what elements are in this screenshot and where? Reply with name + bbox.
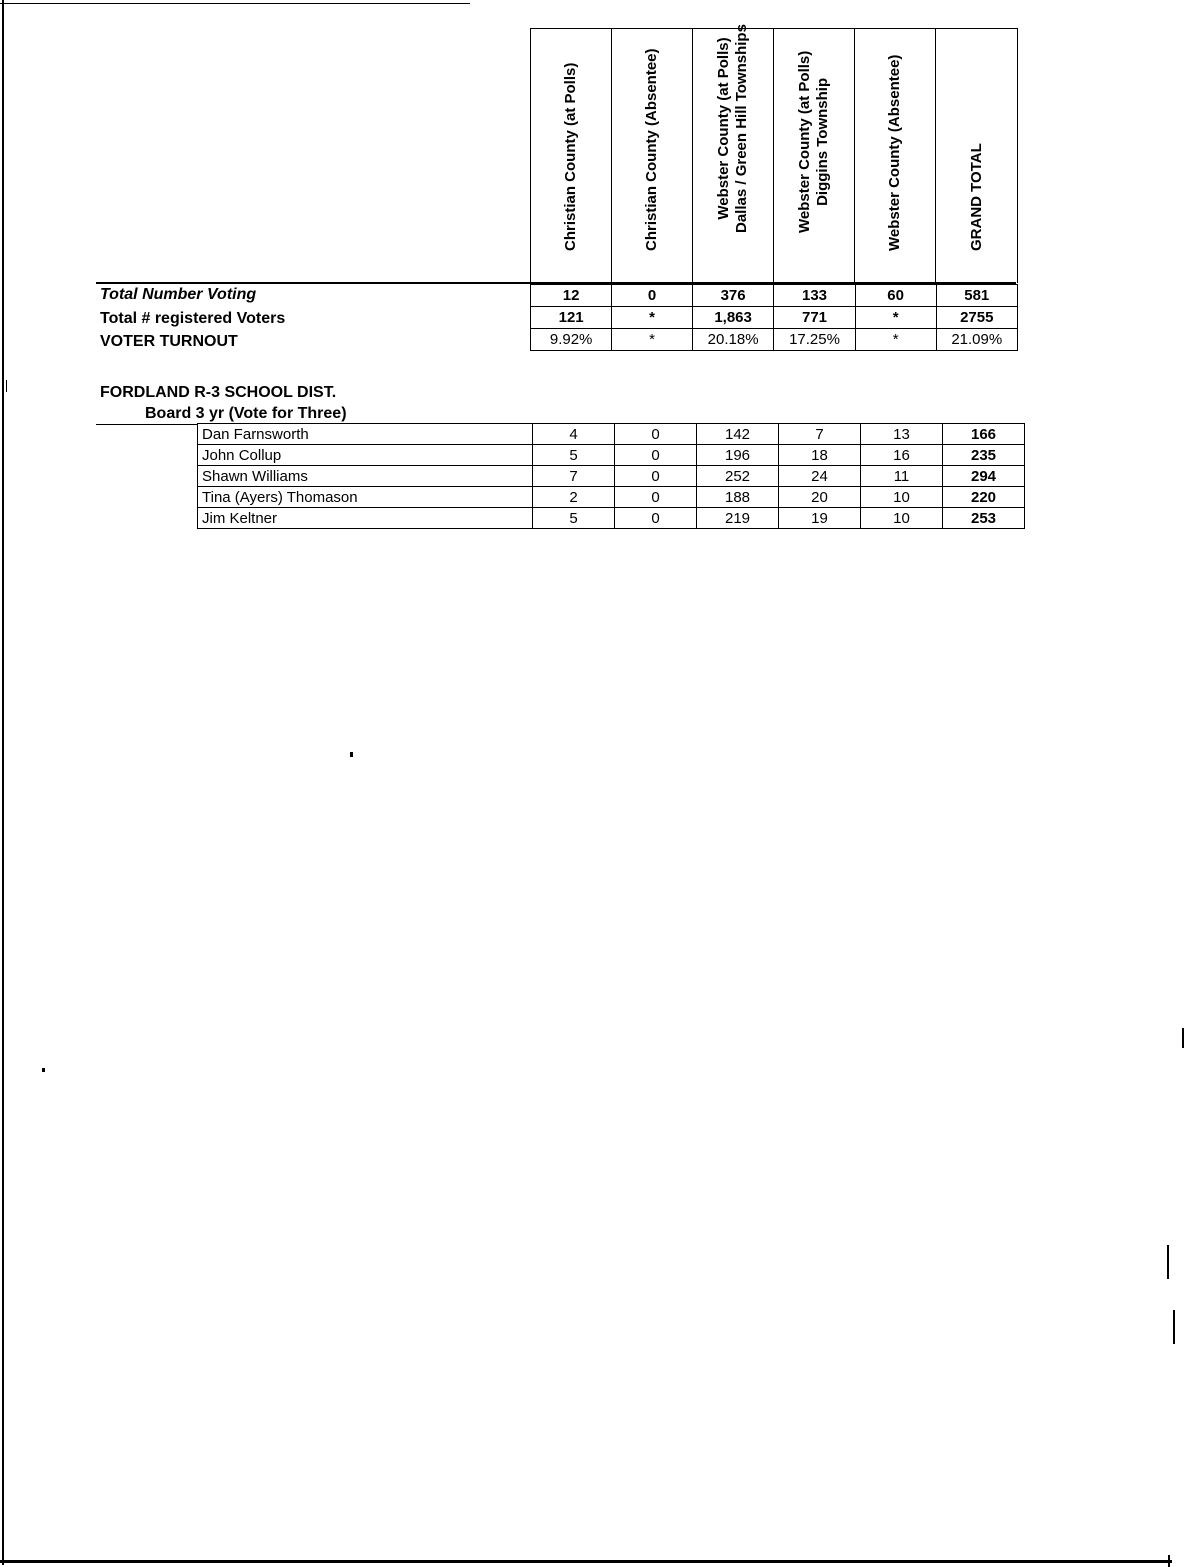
column-header-label [968,143,986,251]
grand-total-cell: 235 [943,445,1025,466]
vote-cell: 13 [861,424,943,445]
vote-cell: 5 [533,508,615,529]
column-header-label [562,63,580,251]
summary-cell: * [612,307,693,329]
column-header [936,29,1017,283]
summary-cell: 2755 [936,307,1017,329]
vote-cell: 7 [533,466,615,487]
vote-cell: 2 [533,487,615,508]
vote-cell: 10 [861,508,943,529]
scan-edge-corner [1168,1555,1170,1567]
column-header-line: Webster County (Absentee) [886,54,903,251]
column-header-line: Diggins Township [814,77,831,206]
vote-cell: 7 [779,424,861,445]
summary-cell: 771 [774,307,855,329]
scan-edge-left [2,0,4,1565]
scan-edge-bottom [0,1560,1172,1563]
registered-voters-label: Total # registered Voters [100,310,286,327]
vote-cell: 219 [697,508,779,529]
vote-cell: 10 [861,487,943,508]
summary-cell: 0 [612,285,693,307]
grand-total-cell: 253 [943,508,1025,529]
table-row [198,445,1025,466]
section-title: FORDLAND R-3 SCHOOL DIST. [100,384,337,401]
table-row [198,466,1025,487]
grand-total-cell: 294 [943,466,1025,487]
column-header-label [886,55,904,251]
vote-cell: 16 [861,445,943,466]
vote-cell: 142 [697,424,779,445]
grand-total-cell: 220 [943,487,1025,508]
column-header-label [643,48,661,251]
scan-speck [1182,1028,1184,1048]
summary-cell: * [612,329,693,351]
summary-row [531,329,1018,351]
summary-row [531,307,1018,329]
column-header-line: Dallas / Green Hill Townships [733,24,750,233]
table-row [198,487,1025,508]
candidate-name: John Collup [198,445,533,466]
candidate-name: Dan Farnsworth [198,424,533,445]
column-header [693,24,774,283]
scan-speck [1173,1310,1175,1344]
vote-cell: 20 [779,487,861,508]
column-header-line: GRAND TOTAL [967,143,985,251]
column-header-line: Christian County (at Polls) [562,62,579,251]
summary-cell: 12 [531,285,612,307]
column-header-line: Webster County (at Polls) [796,50,813,233]
summary-row [531,285,1018,307]
summary-cell: 376 [692,285,773,307]
grand-total-cell: 166 [943,424,1025,445]
vote-cell: 0 [615,487,697,508]
column-header [531,29,612,283]
voter-turnout-label: VOTER TURNOUT [100,333,238,350]
total-voting-label: Total Number Voting [100,286,257,303]
summary-cell: * [855,307,936,329]
section-subtitle: Board 3 yr (Vote for Three) [145,405,347,422]
vote-cell: 0 [615,466,697,487]
vote-cell: 196 [697,445,779,466]
column-header [612,29,693,283]
column-header [774,29,855,283]
column-header [855,29,936,283]
column-header-line: Christian County (Absentee) [643,48,660,251]
summary-cell: 60 [855,285,936,307]
summary-cell: 121 [531,307,612,329]
table-row [198,424,1025,445]
section-rule [96,424,198,425]
candidate-name: Shawn Williams [198,466,533,487]
vote-cell: 18 [779,445,861,466]
scan-speck [350,752,353,757]
scan-speck [42,1068,45,1072]
vote-cell: 188 [697,487,779,508]
scan-speck [6,380,7,392]
vote-cell: 0 [615,508,697,529]
vote-cell: 24 [779,466,861,487]
column-header-label [715,24,751,233]
vote-cell: 0 [615,424,697,445]
vote-cell: 5 [533,445,615,466]
vote-cell: 11 [861,466,943,487]
column-headers [530,24,1018,283]
summary-cell: 21.09% [936,329,1017,351]
column-header-line: Webster County (at Polls) [715,37,732,220]
candidate-name: Tina (Ayers) Thomason [198,487,533,508]
scan-edge-top [0,3,470,4]
summary-cell: 581 [936,285,1017,307]
scan-speck [1167,1245,1169,1279]
summary-cell: 17.25% [774,329,855,351]
summary-cell: 20.18% [692,329,773,351]
vote-cell: 0 [615,445,697,466]
vote-cell: 252 [697,466,779,487]
summary-cell: 1,863 [692,307,773,329]
candidate-name: Jim Keltner [198,508,533,529]
vote-cell: 19 [779,508,861,529]
column-header-label [796,51,832,233]
summary-cell: 133 [774,285,855,307]
summary-table [530,284,1018,351]
results-table [197,423,1025,529]
table-row [198,508,1025,529]
summary-cell: 9.92% [531,329,612,351]
summary-cell: * [855,329,936,351]
vote-cell: 4 [533,424,615,445]
